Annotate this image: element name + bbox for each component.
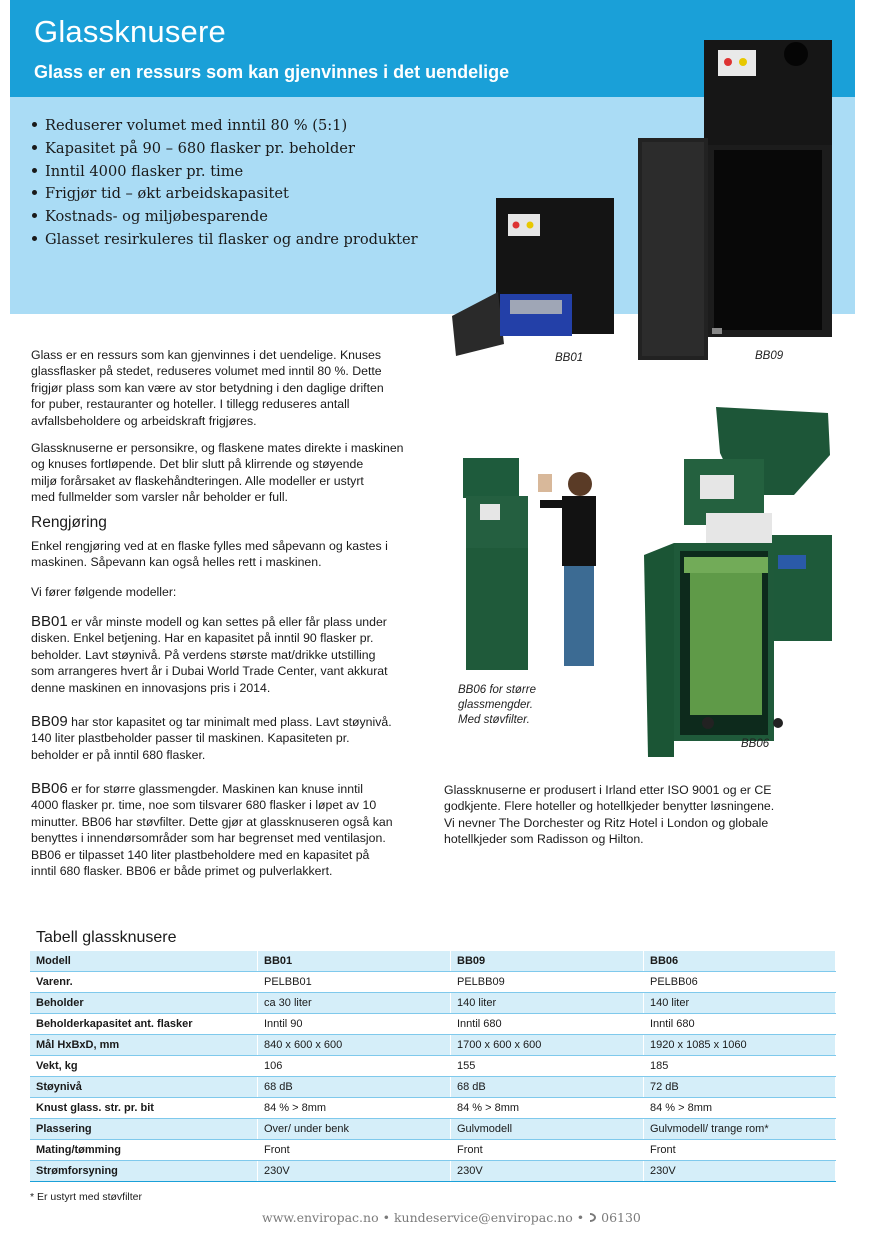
table-cell: 106: [258, 1056, 451, 1077]
table-cell: Inntil 680: [644, 1014, 836, 1035]
table-row: [30, 1161, 836, 1182]
production-paragraph: Glassknuserne er produsert i Irland etter ISO 9001 og er CE godkjente. Flere hoteller og hotellkjeder benytter løsningene. Vi nevner The Dorchester og Ritz Hotel i London og globale hotellkjeder som Radisson og Hilton.: [444, 783, 775, 847]
footer-contact: [262, 1210, 641, 1225]
table-cell: Inntil 90: [258, 1014, 451, 1035]
table-cell: PELBB09: [451, 972, 644, 993]
table-row: [30, 1119, 836, 1140]
caption-bb09: BB09: [755, 350, 784, 362]
bb09-machine-image: [636, 38, 842, 366]
table-cell: Vekt, kg: [30, 1056, 258, 1077]
feature-item: Glasset resirkuleres til flasker og andre produkter: [28, 229, 418, 252]
model-bb06-lead: BB06: [31, 780, 68, 797]
phone-icon: [588, 1212, 597, 1223]
table-cell: Beholderkapasitet ant. flasker: [30, 1014, 258, 1035]
table-cell: 230V: [451, 1161, 644, 1182]
table-cell: PELBB01: [258, 972, 451, 993]
table-cell: 155: [451, 1056, 644, 1077]
table-cell: Over/ under benk: [258, 1119, 451, 1140]
spec-table: [30, 951, 836, 1182]
table-cell: Støynivå: [30, 1077, 258, 1098]
table-cell: Mating/tømming: [30, 1140, 258, 1161]
table-row: [30, 1077, 836, 1098]
feature-item: Inntil 4000 flasker pr. time: [28, 161, 418, 184]
table-row: [30, 1140, 836, 1161]
table-cell: Front: [258, 1140, 451, 1161]
table-cell: Front: [451, 1140, 644, 1161]
table-cell: 185: [644, 1056, 836, 1077]
table-cell: 140 liter: [451, 993, 644, 1014]
table-header-cell: BB01: [258, 951, 451, 972]
table-cell: 1920 x 1085 x 1060: [644, 1035, 836, 1056]
bullet-dot: [32, 190, 37, 195]
table-cell: Knust glass. str. pr. bit: [30, 1098, 258, 1119]
model-bb01-lead: BB01: [31, 613, 68, 630]
page-subtitle: Glass er en ressurs som kan gjenvinnes i det uendelige: [34, 62, 510, 82]
table-header-cell: BB09: [451, 951, 644, 972]
table-row: [30, 1056, 836, 1077]
table-header-row: [30, 951, 836, 972]
caption-bb06-left: BB06 for større glassmengder. Med støvfilter.: [458, 684, 536, 726]
table-cell: 68 dB: [258, 1077, 451, 1098]
safety-paragraph: Glassknuserne er personsikre, og flaskene mates direkte i maskinen og knuses fortløpende. Det blir slutt på klirrende og støyende miljø forårsaket av flaskehåndteringen. Alle modeller er ustyrt med fullmelder som varsler når beholder er full.: [31, 441, 404, 505]
table-cell: 84 % > 8mm: [644, 1098, 836, 1119]
table-row: [30, 1098, 836, 1119]
table-row: [30, 972, 836, 993]
table-cell: 230V: [258, 1161, 451, 1182]
model-bb09-paragraph: BB09 har stor kapasitet og tar minimalt med plass. Lavt støynivå. 140 liter plastbeholder passer til maskinen. Kapasiteten pr. beholder er på inntil 680 flasker.: [31, 713, 392, 762]
caption-bb01: BB01: [555, 352, 584, 364]
table-row: [30, 993, 836, 1014]
footer-website-link[interactable]: www.enviropac.no: [262, 1210, 379, 1225]
feature-item: Kostnads- og miljøbesparende: [28, 206, 418, 229]
intro-paragraph: Glass er en ressurs som kan gjenvinnes i det uendelige. Knuses glassflasker på stedet, reduseres volumet med inntil 80 %. Dette frigjør plass som kan være av stor betydning i den daglige driften for puber, restauranter og hoteller. I tillegg reduseres antall avfallsbeholdere og arbeidskraft frigjøres.: [31, 348, 384, 428]
table-cell: 840 x 600 x 600: [258, 1035, 451, 1056]
table-cell: 230V: [644, 1161, 836, 1182]
table-cell: 84 % > 8mm: [258, 1098, 451, 1119]
footnote: * Er ustyrt med støvfilter: [30, 1191, 143, 1203]
bullet-dot: [32, 213, 37, 218]
table-cell: ca 30 liter: [258, 993, 451, 1014]
bullet-dot: [32, 236, 37, 241]
bb06-machine-image: [644, 405, 834, 767]
footer-separator: •: [382, 1210, 394, 1225]
bb01-machine-image: [452, 196, 616, 356]
table-cell: Gulvmodell/ trange rom*: [644, 1119, 836, 1140]
model-bb09-lead: BB09: [31, 713, 68, 730]
table-cell: 72 dB: [644, 1077, 836, 1098]
table-cell: 68 dB: [451, 1077, 644, 1098]
table-cell: PELBB06: [644, 972, 836, 993]
table-cell: 1700 x 600 x 600: [451, 1035, 644, 1056]
table-cell: Beholder: [30, 993, 258, 1014]
footer-separator: •: [576, 1210, 589, 1225]
caption-bb06-right: BB06: [741, 738, 770, 750]
bullet-dot: [32, 122, 37, 127]
footer-phone[interactable]: 06130: [601, 1210, 641, 1225]
feature-item: Reduserer volumet med inntil 80 % (5:1): [28, 115, 418, 138]
table-row: [30, 1014, 836, 1035]
table-cell: Varenr.: [30, 972, 258, 993]
table-cell: Gulvmodell: [451, 1119, 644, 1140]
feature-item: Kapasitet på 90 – 680 flasker pr. beholder: [28, 138, 418, 161]
table-cell: Strømforsyning: [30, 1161, 258, 1182]
model-bb06-paragraph: BB06 er for større glassmengder. Maskinen kan knuse inntil 4000 flasker pr. time, noe som tilsvarer 680 flasker i løpet av 10 minutter. BB06 har støvfilter. Dette gjør at glassknuseren også kan benyttes i innendørsområder som har begrenset med ventilasjon. BB06 er tilpasset 140 liter plastbeholdere med en kapasitet på inntil 680 flasker. BB06 er både primet og pulverlakkert.: [31, 780, 393, 879]
bullet-dot: [32, 145, 37, 150]
model-bb01-paragraph: BB01 er vår minste modell og kan settes på eller får plass under disken. Enkel betjening. Har en kapasitet på inntil 90 flasker pr. beholder. Lavt støynivå. På verdens største mat/drikke utstilling som arrangeres hvert år i Dubai World Trade Center, vant akkurat denne maskinen en innovasjons pris i 2014.: [31, 613, 388, 695]
table-header-cell: Modell: [30, 951, 258, 972]
table-cell: 140 liter: [644, 993, 836, 1014]
cleaning-heading: Rengjøring: [31, 514, 107, 531]
table-cell: 84 % > 8mm: [451, 1098, 644, 1119]
table-cell: Plassering: [30, 1119, 258, 1140]
bb06-person-image: [458, 456, 608, 676]
bullet-dot: [32, 168, 37, 173]
page-title: Glassknusere: [34, 14, 226, 49]
table-cell: Inntil 680: [451, 1014, 644, 1035]
table-row: [30, 1035, 836, 1056]
feature-list: [28, 115, 418, 252]
table-cell: Mål HxBxD, mm: [30, 1035, 258, 1056]
table-title: Tabell glassknusere: [36, 929, 177, 946]
feature-item: Frigjør tid – økt arbeidskapasitet: [28, 183, 418, 206]
table-cell: Front: [644, 1140, 836, 1161]
cleaning-paragraph: Enkel rengjøring ved at en flaske fylles med såpevann og kastes i maskinen. Såpevann kan også helles rett i maskinen.: [31, 539, 388, 570]
footer-email-link[interactable]: kundeservice@enviropac.no: [393, 1210, 573, 1225]
table-header-cell: BB06: [644, 951, 836, 972]
models-intro: Vi fører følgende modeller:: [31, 585, 177, 599]
